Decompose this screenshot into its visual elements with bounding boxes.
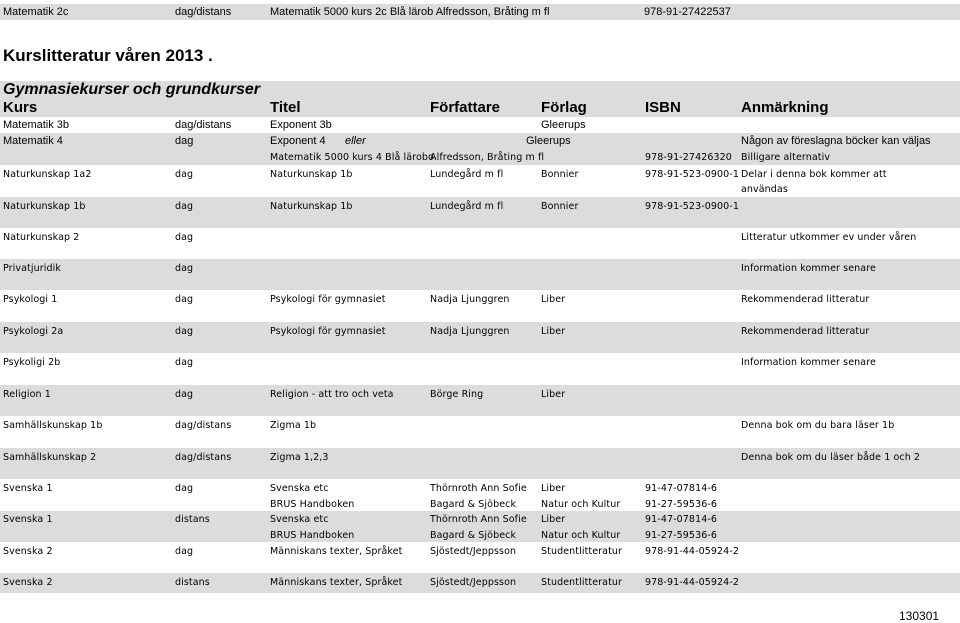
isbn-cell: 91-27-59536-6 xyxy=(645,499,718,510)
titel-cell: BRUS Handboken xyxy=(270,499,355,510)
anmarkning-cell: Litteratur utkommer ev under våren xyxy=(741,232,917,243)
forlag-cell: Liber xyxy=(541,483,566,494)
isbn-cell: 978-91-44-05924-2 xyxy=(645,546,739,557)
table-row xyxy=(0,542,960,573)
form-cell: dag xyxy=(175,546,194,557)
titel-cell: Religion - att tro och veta xyxy=(270,389,394,400)
forfattare-cell: Sjöstedt/Jeppsson xyxy=(430,577,517,588)
forlag-cell: Liber xyxy=(541,389,566,400)
table-row xyxy=(0,385,960,416)
isbn-cell: 978-91-523-0900-1 xyxy=(645,201,739,212)
column-header-anmarkning: Anmärkning xyxy=(741,99,829,116)
form-cell: dag xyxy=(175,389,194,400)
titel-cell: Naturkunskap 1b xyxy=(270,169,353,180)
forlag-cell: Natur och Kultur xyxy=(541,530,621,541)
forfattare-cell: Nadja Ljunggren xyxy=(430,326,510,337)
forfattare-cell: Alfredsson, Bråting m fl xyxy=(430,152,545,163)
form-cell: dag xyxy=(175,263,194,274)
kurs-cell: Svenska 2 xyxy=(3,577,53,588)
kurs-cell: Matematik 3b xyxy=(3,119,70,131)
page-number: 130301 xyxy=(899,609,940,623)
table-row xyxy=(0,197,960,228)
anmarkning-cell: Information kommer senare xyxy=(741,263,876,274)
forfattare-cell: Sjöstedt/Jeppsson xyxy=(430,546,517,557)
forfattare-cell: Börge Ring xyxy=(430,389,484,400)
table-row xyxy=(0,448,960,479)
form-cell: dag/distans xyxy=(175,6,232,18)
titel-cell: Matematik 5000 kurs 4 Blå lärobo xyxy=(270,152,434,163)
titel-cell: Människans texter, Språket xyxy=(270,577,403,588)
isbn-cell: 978-91-44-05924-2 xyxy=(645,577,739,588)
titel-cell: Exponent 4 xyxy=(270,135,326,147)
form-cell: dag xyxy=(175,201,194,212)
kurs-cell: Psykologi 1 xyxy=(3,294,58,305)
forfattare-cell: eller xyxy=(345,135,366,147)
titel-cell: BRUS Handboken xyxy=(270,530,355,541)
page-title: Kurslitteratur våren 2013 . xyxy=(3,46,213,65)
kurs-cell: Naturkunskap 2 xyxy=(3,232,80,243)
form-cell: dag xyxy=(175,135,194,147)
isbn-cell: 91-47-07814-6 xyxy=(645,483,718,494)
table-row xyxy=(0,496,960,511)
anmarkning-cell: Delar i denna bok kommer att xyxy=(741,169,887,180)
anmarkning-cell: användas xyxy=(741,184,788,195)
kurs-cell: Matematik 2c xyxy=(3,6,69,18)
kurs-cell: Psykologi 2a xyxy=(3,326,64,337)
anmarkning-cell: Någon av föreslagna böcker kan väljas xyxy=(741,135,931,147)
form-cell: distans xyxy=(175,577,210,588)
kurs-cell: Naturkunskap 1a2 xyxy=(3,169,92,180)
table-row xyxy=(0,259,960,290)
table-row xyxy=(0,182,960,197)
titel-cell: Naturkunskap 1b xyxy=(270,201,353,212)
titel-cell: Zigma 1b xyxy=(270,420,317,431)
form-cell: distans xyxy=(175,514,210,525)
form-cell: dag/distans xyxy=(175,119,232,131)
anmarkning-cell: Billigare alternativ xyxy=(741,152,831,163)
table-row xyxy=(0,290,960,322)
titel-cell: Psykologi för gymnasiet xyxy=(270,326,386,337)
forlag-cell: Liber xyxy=(541,326,566,337)
table-row xyxy=(0,133,960,150)
forfattare-cell: Lundegård m fl xyxy=(430,201,504,212)
forfattare-cell: Nadja Ljunggren xyxy=(430,294,510,305)
section-title: Gymnasiekurser och grundkurser xyxy=(3,81,260,98)
table-row xyxy=(0,322,960,353)
anmarkning-cell: Rekommenderad litteratur xyxy=(741,294,870,305)
forlag-cell: Liber xyxy=(541,294,566,305)
kurs-cell: Religion 1 xyxy=(3,389,51,400)
form-cell: dag xyxy=(175,357,194,368)
forlag-cell: Gleerups xyxy=(526,135,571,147)
form-cell: dag xyxy=(175,326,194,337)
form-cell: dag xyxy=(175,294,194,305)
top-table-row xyxy=(0,4,960,20)
table-row xyxy=(0,150,960,165)
isbn-cell: 91-27-59536-6 xyxy=(645,530,718,541)
forfattare-cell: Thörnroth Ann Sofie xyxy=(430,483,527,494)
isbn-cell: 978-91-27422537 xyxy=(644,6,731,18)
kurs-cell: Samhällskunskap 2 xyxy=(3,452,97,463)
forlag-cell: Studentlitteratur xyxy=(541,577,623,588)
isbn-cell: 978-91-27426320 xyxy=(645,152,732,163)
forlag-cell: Liber xyxy=(541,514,566,525)
anmarkning-cell: Information kommer senare xyxy=(741,357,876,368)
forfattare-cell: Bagard & Sjöbeck xyxy=(430,499,517,510)
form-cell: dag xyxy=(175,232,194,243)
form-cell: dag/distans xyxy=(175,420,232,431)
titel-cell: Svenska etc xyxy=(270,483,329,494)
form-cell: dag xyxy=(175,483,194,494)
forlag-cell: Bonnier xyxy=(541,201,579,212)
kurs-cell: Naturkunskap 1b xyxy=(3,201,86,212)
forfattare-cell: Bagard & Sjöbeck xyxy=(430,530,517,541)
kurs-cell: Matematik 4 xyxy=(3,135,63,147)
isbn-cell: 978-91-523-0900-1 xyxy=(645,169,739,180)
column-header-kurs: Kurs xyxy=(3,99,38,116)
column-header-titel: Titel xyxy=(270,99,301,116)
kurs-cell: Samhällskunskap 1b xyxy=(3,420,103,431)
forlag-cell: Natur och Kultur xyxy=(541,499,621,510)
table-row xyxy=(0,511,960,527)
form-cell: dag xyxy=(175,169,194,180)
table-row xyxy=(0,117,960,133)
anmarkning-cell: Rekommenderad litteratur xyxy=(741,326,870,337)
forlag-cell: Bonnier xyxy=(541,169,579,180)
isbn-cell: 91-47-07814-6 xyxy=(645,514,718,525)
kurs-cell: Svenska 1 xyxy=(3,514,53,525)
table-row xyxy=(0,416,960,448)
kurs-cell: Svenska 1 xyxy=(3,483,53,494)
titel-cell: Psykologi för gymnasiet xyxy=(270,294,386,305)
column-header-isbn: ISBN xyxy=(645,99,681,116)
table-row xyxy=(0,573,960,593)
forfattare-cell: Thörnroth Ann Sofie xyxy=(430,514,527,525)
table-row xyxy=(0,228,960,259)
titel-cell: Svenska etc xyxy=(270,514,329,525)
kurs-cell: Svenska 2 xyxy=(3,546,53,557)
forfattare-cell: Lundegård m fl xyxy=(430,169,504,180)
kurs-cell: Privatjuridik xyxy=(3,263,61,274)
table-row xyxy=(0,353,960,385)
column-header-forfattare: Författare xyxy=(430,99,501,116)
anmarkning-cell: Denna bok om du läser både 1 och 2 xyxy=(741,452,921,463)
table-row xyxy=(0,479,960,496)
form-cell: dag/distans xyxy=(175,452,232,463)
titel-cell: Människans texter, Språket xyxy=(270,546,403,557)
anmarkning-cell: Denna bok om du bara läser 1b xyxy=(741,420,895,431)
titel-cell: Matematik 5000 kurs 2c Blå lärob Alfredsson, Bråting m fl xyxy=(270,6,550,18)
titel-cell: Zigma 1,2,3 xyxy=(270,452,329,463)
table-row xyxy=(0,527,960,542)
table-row xyxy=(0,165,960,182)
forlag-cell: Gleerups xyxy=(541,119,586,131)
kurs-cell: Psykoligi 2b xyxy=(3,357,61,368)
forlag-cell: Studentlitteratur xyxy=(541,546,623,557)
column-header-forlag: Förlag xyxy=(541,99,587,116)
titel-cell: Exponent 3b xyxy=(270,119,332,131)
